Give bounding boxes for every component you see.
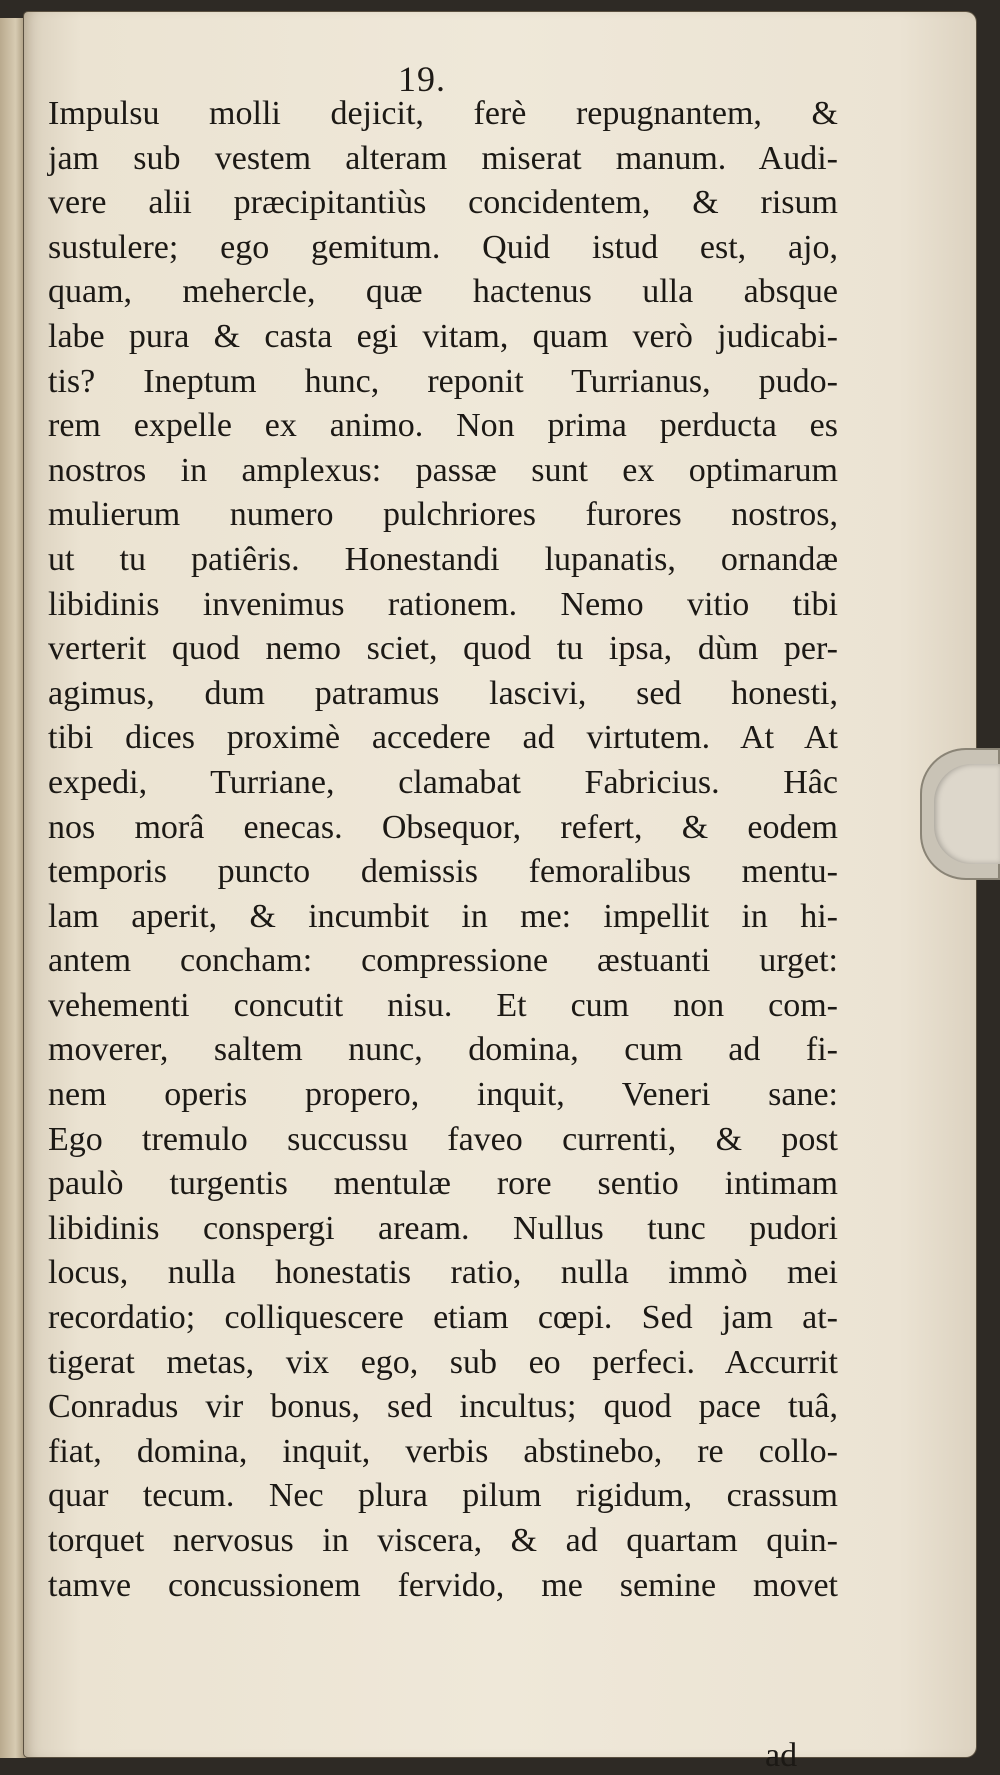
text-line: quam, mehercle, quæ hactenus ulla absque [48, 273, 838, 311]
text-line: tigerat metas, vix ego, sub eo perfeci. Accurrit [48, 1343, 838, 1381]
text-line: ut tu patiêris. Honestandi lupanatis, ornandæ [48, 540, 838, 578]
text-line: agimus, dum patramus lascivi, sed honesti, [48, 674, 838, 712]
text-line: recordatio; colliquescere etiam cœpi. Sed jam at- [48, 1299, 838, 1337]
text-line: libidinis invenimus rationem. Nemo vitio tibi [48, 585, 838, 623]
text-line: temporis puncto demissis femoralibus mentu- [48, 853, 838, 891]
text-line: mulierum numero pulchriores furores nostros, [48, 496, 838, 534]
text-line: nos morâ enecas. Obsequor, refert, & eodem [48, 808, 838, 846]
text-line: lam aperit, & incumbit in me: impellit in hi- [48, 897, 838, 935]
text-line: moverer, saltem nunc, domina, cum ad fi- [48, 1031, 838, 1069]
page-number: 19. [398, 59, 446, 99]
text-line: fiat, domina, inquit, verbis abstinebo, re collo- [48, 1432, 838, 1470]
body-text [48, 92, 838, 1608]
text-line: vere alii præcipitantiùs concidentem, & risum [48, 184, 838, 222]
text-line: Conradus vir bonus, sed incultus; quod pace tuâ, [48, 1388, 838, 1426]
text-line: nostros in amplexus: passæ sunt ex optimarum [48, 451, 838, 489]
text-line: tibi dices proximè accedere ad virtutem. At At [48, 719, 838, 757]
text-line: jam sub vestem alteram miserat manum. Audi- [48, 139, 838, 177]
text-line: Impulsu molli dejicit, ferè repugnantem, & [48, 95, 838, 132]
text-line: locus, nulla honestatis ratio, nulla immò mei [48, 1254, 838, 1292]
text-line: antem concham: compressione æstuanti urget: [48, 942, 838, 980]
text-line: Ego tremulo succussu faveo currenti, & post [48, 1120, 838, 1158]
text-line: sustulere; ego gemitum. Quid istud est, ajo, [48, 228, 838, 266]
text-line: verterit quod nemo sciet, quod tu ipsa, dùm per- [48, 630, 838, 668]
text-line: tis? Ineptum hunc, reponit Turrianus, pudo- [48, 362, 838, 400]
text-line: libidinis conspergi aream. Nullus tunc pudori [48, 1209, 838, 1247]
text-line: tamve concussionem fervido, me semine movet [48, 1566, 838, 1604]
text-line: paulò turgentis mentulæ rore sentio intimam [48, 1165, 838, 1203]
text-line: vehementi concutit nisu. Et cum non com- [48, 986, 838, 1024]
text-line: quar tecum. Nec plura pilum rigidum, crassum [48, 1477, 838, 1515]
text-line: rem expelle ex animo. Non prima perducta es [48, 407, 838, 445]
catchword: ad [765, 1737, 798, 1774]
text-line: torquet nervosus in viscera, & ad quartam quin- [48, 1522, 838, 1559]
page-clip-tab-inner [934, 764, 1000, 864]
text-line: labe pura & casta egi vitam, quam verò judicabi- [48, 317, 838, 355]
text-line: nem operis propero, inquit, Veneri sane: [48, 1076, 838, 1114]
text-line: expedi, Turriane, clamabat Fabricius. Hâc [48, 763, 838, 801]
